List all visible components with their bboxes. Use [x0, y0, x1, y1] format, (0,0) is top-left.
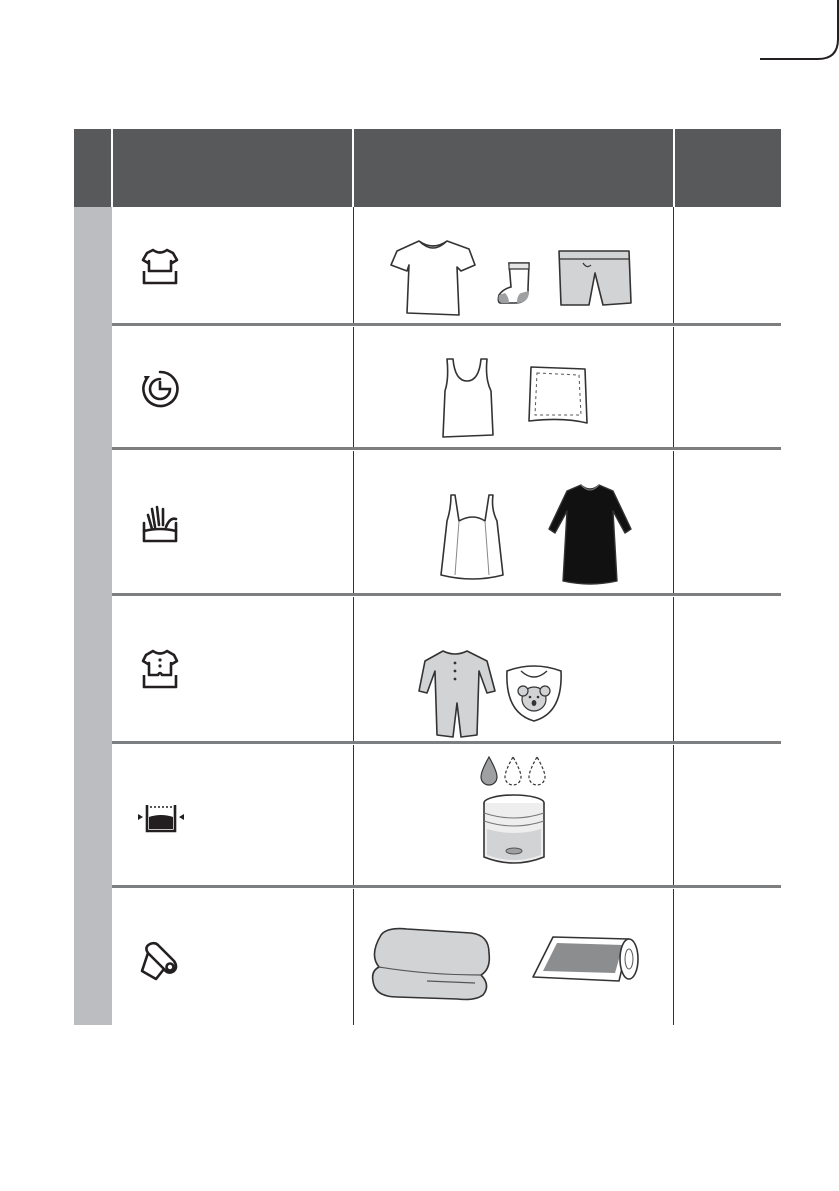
table-header	[74, 129, 781, 207]
baby-bib-illustration	[503, 663, 565, 725]
program-cell	[112, 207, 353, 324]
program-cell	[112, 327, 353, 448]
value-cell	[673, 597, 781, 742]
value-cell	[673, 745, 781, 886]
header-program	[114, 129, 353, 207]
baby-romper-illustration	[415, 647, 497, 739]
handkerchief-illustration	[523, 363, 591, 427]
program-cell	[112, 745, 353, 886]
water-drops-illustration	[477, 755, 549, 787]
table-row	[112, 745, 781, 886]
shorts-illustration	[553, 247, 635, 311]
value-cell	[673, 451, 781, 594]
table-row	[112, 889, 781, 1025]
tshirt-cycle-icon	[138, 245, 182, 289]
tub-clean-cycle-icon	[136, 795, 186, 839]
wash-program-table	[74, 129, 781, 1025]
tank-top-illustration	[439, 355, 495, 439]
items-cell	[353, 451, 673, 594]
table-row	[112, 327, 781, 448]
header-items	[355, 129, 673, 207]
side-column	[74, 207, 112, 1025]
table-row	[112, 597, 781, 742]
items-cell	[353, 597, 673, 742]
items-cell	[353, 327, 673, 448]
corner-rule	[760, 0, 839, 60]
program-cell	[112, 889, 353, 1025]
items-cell	[353, 745, 673, 886]
dress-illustration	[547, 481, 633, 585]
value-cell	[673, 207, 781, 324]
quick-timer-cycle-icon	[138, 367, 182, 411]
value-cell	[673, 327, 781, 448]
folded-blanket-illustration	[367, 925, 493, 1003]
baby-care-cycle-icon	[138, 647, 182, 691]
hand-wash-cycle-icon	[138, 501, 182, 545]
program-cell	[112, 451, 353, 594]
bedding-cycle-icon	[138, 939, 182, 983]
rolled-towel-illustration	[531, 933, 641, 987]
header-value	[675, 129, 781, 207]
items-cell	[353, 889, 673, 1025]
program-cell	[112, 597, 353, 742]
table-row	[112, 451, 781, 594]
camisole-illustration	[439, 491, 505, 583]
sock-illustration	[495, 259, 537, 307]
drum-illustration	[481, 793, 547, 869]
tshirt-illustration	[389, 237, 477, 317]
table-row	[112, 207, 781, 324]
items-cell	[353, 207, 673, 324]
value-cell	[673, 889, 781, 1025]
